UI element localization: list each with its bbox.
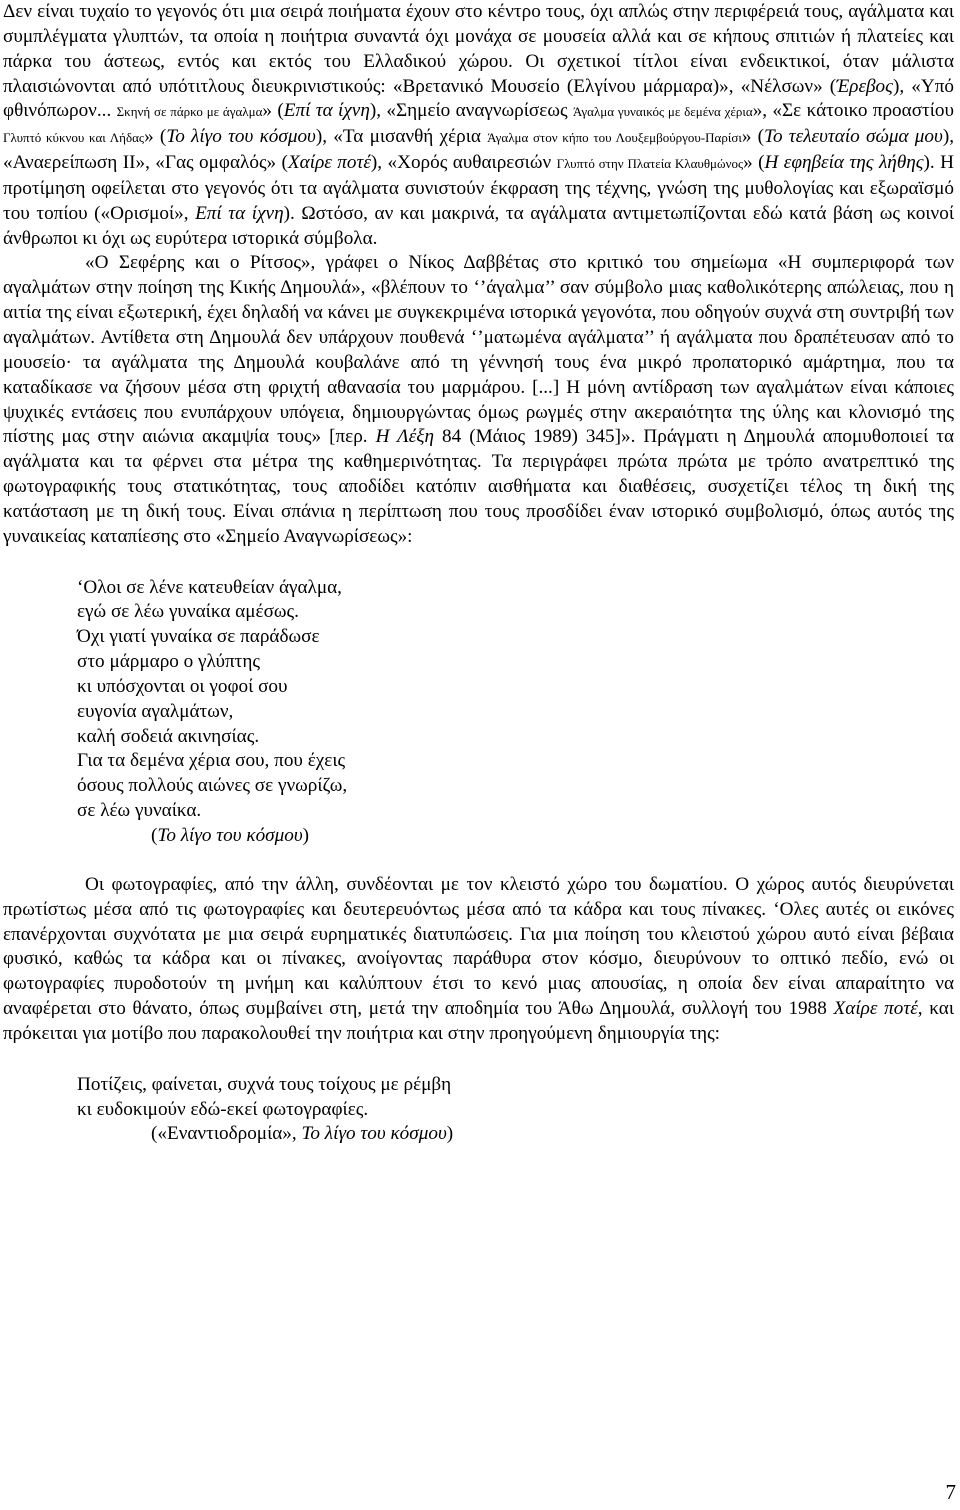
text: ), «Αναερείπωση ΙΙ», «Γας ομφαλός» (	[3, 126, 955, 174]
poem-line: Ποτίζεις, φαίνεται, συχνά τους τοίχους με ρέμβη	[77, 1073, 452, 1095]
poem-line: κι ευδοκιμούν εδώ-εκεί φωτογραφίες.	[77, 1098, 369, 1120]
poem-line: κι υπόσχονται οι γοφοί σου	[77, 675, 288, 697]
poem-line: ‘Ολοι σε λένε κατευθείαν άγαλμα,	[77, 576, 342, 598]
poem-line: σε λέω γυναίκα.	[77, 800, 202, 822]
italic-title: Το τελευταίο σώμα μου	[764, 126, 943, 148]
poem-line: στο μάρμαρο ο γλύπτης	[77, 651, 261, 673]
text: ), «Υπό φθινόπωρον...	[3, 75, 954, 122]
italic-title: Χαίρε ποτέ	[833, 998, 918, 1020]
text: , και πρόκειται για μοτίβο που παρακολουθεί την ποιήτρια και στην προηγούμενη δημιουργία της:	[3, 998, 954, 1044]
paragraph-2	[3, 251, 954, 549]
text: » (	[741, 126, 765, 148]
text: Οι φωτογραφίες, από την άλλη, συνδέονται με τον κλειστό χώρο του δωματίου. Ο χώρος αυτός διευρύνεται πρωτίστως μέσα από τις φωτογραφίες και δευτερευόντως μέσα από τα κάδρα και τους πίνακες. ‘Ολες αυτές οι εικόνες επανέρχονται συχνότατα με μια σειρά ευρηματικές διατυπώσεις. Για μια ποίηση του κλειστού χώρου αυτό είναι βέβαια φυσικό, καθώς τα κάδρα και οι πίνακες, ανοίγοντας παράθυρα στον κόσμο, διευρύνουν το οπτικό πεδίο, ενώ οι φωτογραφίες πυροδοτούν τη μνήμη και καλύπτουν έτσι το κενό μιας απουσίας, η οποία δεν είναι απαραίτητο να αναφέρεται στο θάνατο, όπως συμβαίνει στη, μετά την αποδημία του Άθω Δημουλά, συλλογή του 1988	[3, 873, 954, 1020]
italic-title: Επί τα ίχνη	[283, 100, 370, 122]
poem-line: Όχι γιατί γυναίκα σε παράδωσε	[77, 626, 320, 648]
paragraph-3	[3, 873, 954, 1047]
text: », «Σε κάτοικο προαστίου	[752, 100, 955, 122]
poem-line: ευγονία αγαλμάτων,	[77, 700, 234, 722]
subtitle-small: Σκηνή σε πάρκο με άγαλμα	[116, 104, 263, 120]
italic-title: Χαίρε ποτέ	[287, 152, 371, 174]
poem-citation	[77, 824, 954, 849]
poem-line: όσους πολλούς αιώνες σε γνωρίζω,	[77, 775, 348, 797]
italic-title: Έρεβος	[836, 75, 893, 97]
text: » (	[144, 126, 167, 148]
poem-quote-2	[3, 1073, 954, 1148]
text: » (	[743, 152, 765, 174]
text: )	[302, 825, 310, 846]
paragraph-1	[3, 0, 954, 251]
poem-line: εγώ σε λέω γυναίκα αμέσως.	[77, 601, 299, 623]
subtitle-small: Γλυπτό στην Πλατεία Κλαυθμώνος	[556, 156, 744, 172]
text: » (	[262, 100, 284, 122]
text: ). Ωστόσο, αν και μακρινά, τα αγάλματα αντιμετωπίζονται εδώ κατά βάση ως κοινοί άνθρωποι κι όχι ως ευρύτερα ιστορικά σύμβολα.	[3, 202, 954, 249]
italic-title: Το λίγο του κόσμου	[166, 126, 316, 148]
poem-citation	[77, 1122, 954, 1147]
text: «Ο Σεφέρης και ο Ρίτσος», γράφει ο Νίκος Δαββέτας στο κριτικό του σημείωμα «Η συμπεριφορά των αγαλμάτων στην ποίηση της Κικής Δημουλά», «βλέπουν το ‘’άγαλμα’’ σαν σύμβολο μιας καθολικότερης απώλειας, που η αιτία της είναι εξωτερική, έχει δηλαδή να κάνει με συγκεκριμένα ιστορικά γεγονότα, που οδηγούν συχνά στη συντριβή των αγαλμάτων. Αντίθετα στη Δημουλά δεν υπάρχουν πουθενά ‘’ματωμένα αγάλματα’’ ή αγάλματα που δραπέτευσαν από το μουσείο· τα αγάλματα της Δημουλά κουβαλάνε από τη γέννησή τους ένα μικρό προπατορικό αμάρτημα, που τα καταδίκασε να ζήσουν μέσα στη φριχτή αθανασία του μαρμάρου. [...] Η μόνη αντίδραση των αγαλμάτων είναι κάποιες ψυχικές εντάσεις που ενυπάρχουν υπόγεια, δημιουργώντας όμως ρωγμές στην ακεραιότητα της ύλης και κλονισμό της πίστης μας στην αιώνια ακαμψία τους» [περ.	[3, 252, 954, 448]
poem-line: καλή σοδειά ακινησίας.	[77, 725, 260, 747]
italic-title: Η Λέξη	[375, 426, 435, 448]
text: ). Η προτίμηση οφείλεται στο γεγονός ότι τα αγάλματα συνιστούν έκφραση της τέχνης, γνώση της μυθολογίας και εξωραϊσμό του τοπίου («Ορισμοί»,	[3, 152, 955, 224]
text: ), «Χορός αυθαιρεσιών	[370, 152, 557, 174]
page-content	[3, 0, 954, 1147]
page-number: 7	[945, 1480, 956, 1504]
text: )	[446, 1123, 454, 1145]
text: («Εναντιοδρομία»,	[151, 1123, 302, 1145]
italic-title: Η εφηβεία της λήθης	[764, 152, 924, 174]
text: Δεν είναι τυχαίο το γεγονός ότι μια σειρά ποιήματα έχουν στο κέντρο τους, όχι απλώς στην περιφέρειά τους, αγάλματα και συμπλέγματα γλυπτών, τα οποία η ποιήτρια συναντά όχι μονάχα σε μουσεία αλλά και σε κήπους σπιτιών ή πλατείες και πάρκα του άστεως, εντός και εκτός του Ελλαδικού χώρου. Οι σχετικοί τίτλοι είναι ενδεικτικοί, όταν μάλιστα πλαισιώνονται από υπότιτλους διευκρινιστικούς: «Βρετανικό Μουσείο (Ελγίνου μάρμαρα)», «Νέλσων» (	[3, 1, 954, 97]
poem-line: Για τα δεμένα χέρια σου, που έχεις	[77, 750, 346, 772]
text: 84 (Μάιος 1989) 345]». Πράγματι η Δημουλά απομυθοποιεί τα αγάλματα και τα φέρνει στα μέτρα της καθημερινότητας. Τα περιγράφει πρώτα πρώτα με τρόπο ανατρεπτικό της φωτογραφικής τους στατικότητας, τους αποδίδει κατόπιν αισθήματα και διαθέσεις, συσχετίζει τέλος τη δική της κατάσταση με τη δική τους. Είναι σπάνια η περίπτωση που τους προσδίδει έναν ιστορικό συμβολισμό, όπως αυτός της γυναικείας καταπίεσης στο «Σημείο Αναγνωρίσεως»:	[3, 426, 954, 547]
italic-title: Το λίγο του κόσμου	[157, 825, 303, 846]
subtitle-small: Άγαλμα γυναικός με δεμένα χέρια	[572, 104, 753, 120]
text: (	[151, 825, 158, 846]
subtitle-small: Άγαλμα στον κήπο του Λουξεμβούργου-Παρίσι	[487, 130, 742, 146]
italic-title: Το λίγο του κόσμου	[301, 1123, 447, 1145]
text: ), «Τα μισανθή χέρια	[315, 126, 488, 148]
poem-quote-1	[3, 576, 954, 849]
italic-title: Επί τα ίχνη	[195, 202, 284, 224]
text: ), «Σημείο αναγνωρίσεως	[369, 100, 573, 122]
subtitle-small: Γλυπτό κύκνου και Λήδας	[3, 130, 145, 146]
